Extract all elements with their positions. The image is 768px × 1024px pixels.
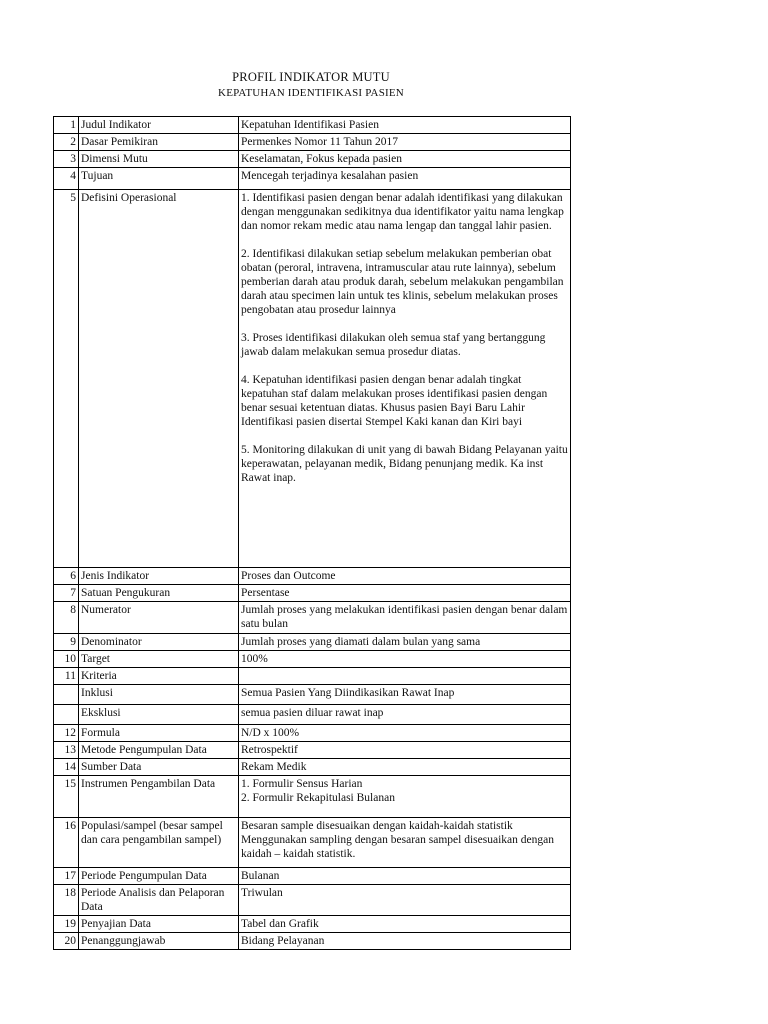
row-number: 6 — [54, 568, 79, 585]
row-label: Tujuan — [79, 168, 239, 190]
table-row — [54, 190, 571, 568]
table-row — [54, 602, 571, 634]
row-label: Populasi/sampel (besar sampel dan cara pengambilan sampel) — [79, 818, 239, 868]
table-row — [54, 651, 571, 668]
instrument-line: 2. Formulir Rekapitulasi Bulanan — [241, 792, 395, 804]
row-value: Besaran sample disesuaikan dengan kaidah-kaidah statistik Menggunakan sampling dengan besaran sampel disesuaikan dengan kaidah – kaidah statistik. — [239, 818, 571, 868]
table-row — [54, 818, 571, 868]
row-value: Tabel dan Grafik — [239, 916, 571, 933]
row-number — [54, 705, 79, 725]
row-label: Dasar Pemikiran — [79, 134, 239, 151]
table-row — [54, 634, 571, 651]
row-label: Periode Analisis dan Pelaporan Data — [79, 885, 239, 916]
row-number: 8 — [54, 602, 79, 634]
table-row — [54, 685, 571, 705]
table-row — [54, 759, 571, 776]
row-label: Eksklusi — [79, 705, 239, 725]
row-label: Penanggungjawab — [79, 933, 239, 950]
table-row — [54, 117, 571, 134]
row-label: Judul Indikator — [79, 117, 239, 134]
table-row — [54, 868, 571, 885]
table-row — [54, 134, 571, 151]
row-label: Denominator — [79, 634, 239, 651]
row-value: Kepatuhan Identifikasi Pasien — [239, 117, 571, 134]
row-label: Sumber Data — [79, 759, 239, 776]
row-value: semua pasien diluar rawat inap — [239, 705, 571, 725]
row-number: 2 — [54, 134, 79, 151]
row-value: N/D x 100% — [239, 725, 571, 742]
table-row — [54, 885, 571, 916]
table-row — [54, 585, 571, 602]
table-row — [54, 916, 571, 933]
row-value: Proses dan Outcome — [239, 568, 571, 585]
row-number: 13 — [54, 742, 79, 759]
row-number: 16 — [54, 818, 79, 868]
definition-paragraph: 3. Proses identifikasi dilakukan oleh semua staf yang bertanggung jawab dalam melakukan semua prosedur diatas. — [241, 332, 546, 358]
definition-paragraph: 2. Identifikasi dilakukan setiap sebelum melakukan pemberian obat obatan (peroral, intravena, intramuscular atau rute lainnya), sebelum pemberian darah atau produk darah, sebelum melakukan pengambilan darah atau specimen lain untuk tes klinis, sebelum melakukan proses pengobatan atau prosedur lainnya — [241, 248, 564, 316]
row-number: 11 — [54, 668, 79, 685]
row-label: Periode Pengumpulan Data — [79, 868, 239, 885]
document-subtitle: KEPATUHAN IDENTIFIKASI PASIEN — [218, 87, 404, 99]
row-label: Dimensi Mutu — [79, 151, 239, 168]
row-value: Bidang Pelayanan — [239, 933, 571, 950]
row-value — [239, 776, 571, 818]
row-number: 19 — [54, 916, 79, 933]
definition-paragraph: 5. Monitoring dilakukan di unit yang di bawah Bidang Pelayanan yaitu keperawatan, pelayanan medik, Bidang penunjang medik. Ka inst Rawat inap. — [241, 444, 568, 484]
row-number: 14 — [54, 759, 79, 776]
row-label: Defisini Operasional — [79, 190, 239, 568]
row-value: 100% — [239, 651, 571, 668]
row-label: Instrumen Pengambilan Data — [79, 776, 239, 818]
table-row — [54, 742, 571, 759]
row-number: 5 — [54, 190, 79, 568]
row-value — [239, 190, 571, 568]
row-value: Persentase — [239, 585, 571, 602]
row-value — [239, 668, 571, 685]
row-label: Kriteria — [79, 668, 239, 685]
row-value: Rekam Medik — [239, 759, 571, 776]
row-number: 3 — [54, 151, 79, 168]
row-value: Jumlah proses yang diamati dalam bulan yang sama — [239, 634, 571, 651]
table-row — [54, 933, 571, 950]
row-number — [54, 685, 79, 705]
table-row — [54, 776, 571, 818]
row-number: 18 — [54, 885, 79, 916]
row-label: Metode Pengumpulan Data — [79, 742, 239, 759]
table-row — [54, 151, 571, 168]
row-number: 9 — [54, 634, 79, 651]
row-number: 4 — [54, 168, 79, 190]
definition-paragraph: 1. Identifikasi pasien dengan benar adalah identifikasi yang dilakukan dengan menggunakan sedikitnya dua identifikator yaitu nama lengkap dan nomor rekam medic atau nama lengap dan tanggal lahir pasien. — [241, 192, 564, 232]
table-row — [54, 668, 571, 685]
row-label: Target — [79, 651, 239, 668]
row-label: Jenis Indikator — [79, 568, 239, 585]
row-value: Mencegah terjadinya kesalahan pasien — [239, 168, 571, 190]
row-number: 17 — [54, 868, 79, 885]
instrument-line: 1. Formulir Sensus Harian — [241, 778, 363, 790]
row-label: Formula — [79, 725, 239, 742]
row-label: Penyajian Data — [79, 916, 239, 933]
row-value: Permenkes Nomor 11 Tahun 2017 — [239, 134, 571, 151]
row-value: Jumlah proses yang melakukan identifikasi pasien dengan benar dalam satu bulan — [239, 602, 571, 634]
row-label: Numerator — [79, 602, 239, 634]
document-title: PROFIL INDIKATOR MUTU — [232, 70, 390, 84]
row-number: 20 — [54, 933, 79, 950]
definition-paragraph: 4. Kepatuhan identifikasi pasien dengan benar adalah tingkat kepatuhan staf dalam melakukan proses identifikasi pasien dengan benar sesuai ketentuan diatas. Khusus pasien Bayi Baru Lahir Identifikasi pasien disertai Stempel Kaki kanan dan Kiri bayi — [241, 374, 548, 428]
row-value: Semua Pasien Yang Diindikasikan Rawat Inap — [239, 685, 571, 705]
table-row — [54, 725, 571, 742]
row-value: Keselamatan, Fokus kepada pasien — [239, 151, 571, 168]
table-row — [54, 568, 571, 585]
table-row — [54, 705, 571, 725]
row-number: 1 — [54, 117, 79, 134]
row-value: Triwulan — [239, 885, 571, 916]
row-label: Inklusi — [79, 685, 239, 705]
table-row — [54, 168, 571, 190]
row-value: Retrospektif — [239, 742, 571, 759]
row-value: Bulanan — [239, 868, 571, 885]
row-number: 7 — [54, 585, 79, 602]
row-label: Satuan Pengukuran — [79, 585, 239, 602]
row-number: 10 — [54, 651, 79, 668]
indicator-profile-table — [53, 116, 571, 950]
row-number: 12 — [54, 725, 79, 742]
row-number: 15 — [54, 776, 79, 818]
